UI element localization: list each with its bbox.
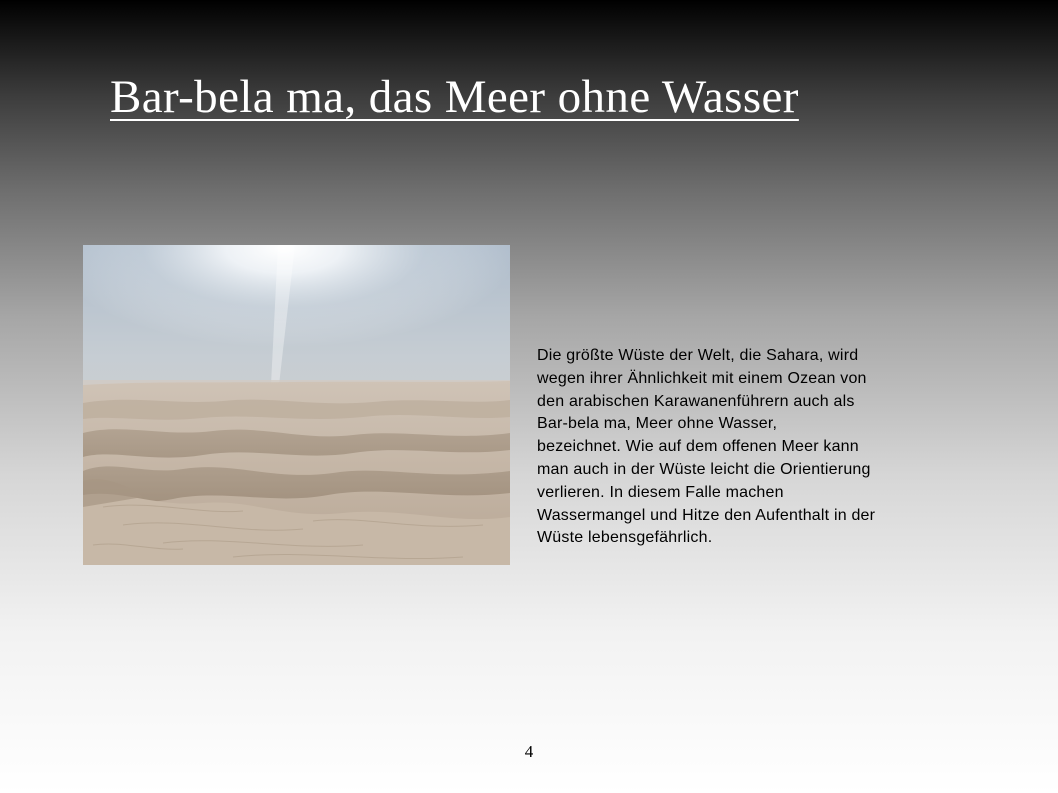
- body-text: [537, 345, 957, 550]
- body-line: Wassermangel und Hitze den Aufenthalt in der: [537, 506, 876, 524]
- slide-title: Bar-bela ma, das Meer ohne Wasser: [110, 71, 799, 123]
- desert-dunes-photo: [83, 245, 510, 565]
- body-line: den arabischen Karawanenführern auch als: [537, 392, 855, 410]
- body-line: Bar-bela ma, Meer ohne Wasser,: [537, 415, 778, 433]
- body-line: wegen ihrer Ähnlichkeit mit einem Ozean von: [537, 369, 867, 387]
- body-line: Wüste lebensgefährlich.: [537, 529, 713, 547]
- body-line: verlieren. In diesem Falle machen: [537, 483, 784, 501]
- body-line: bezeichnet. Wie auf dem offenen Meer kann: [537, 438, 859, 456]
- body-line: Die größte Wüste der Welt, die Sahara, wird: [537, 347, 859, 364]
- body-line: man auch in der Wüste leicht die Orientierung: [537, 460, 871, 478]
- page-number: 4: [524, 742, 534, 761]
